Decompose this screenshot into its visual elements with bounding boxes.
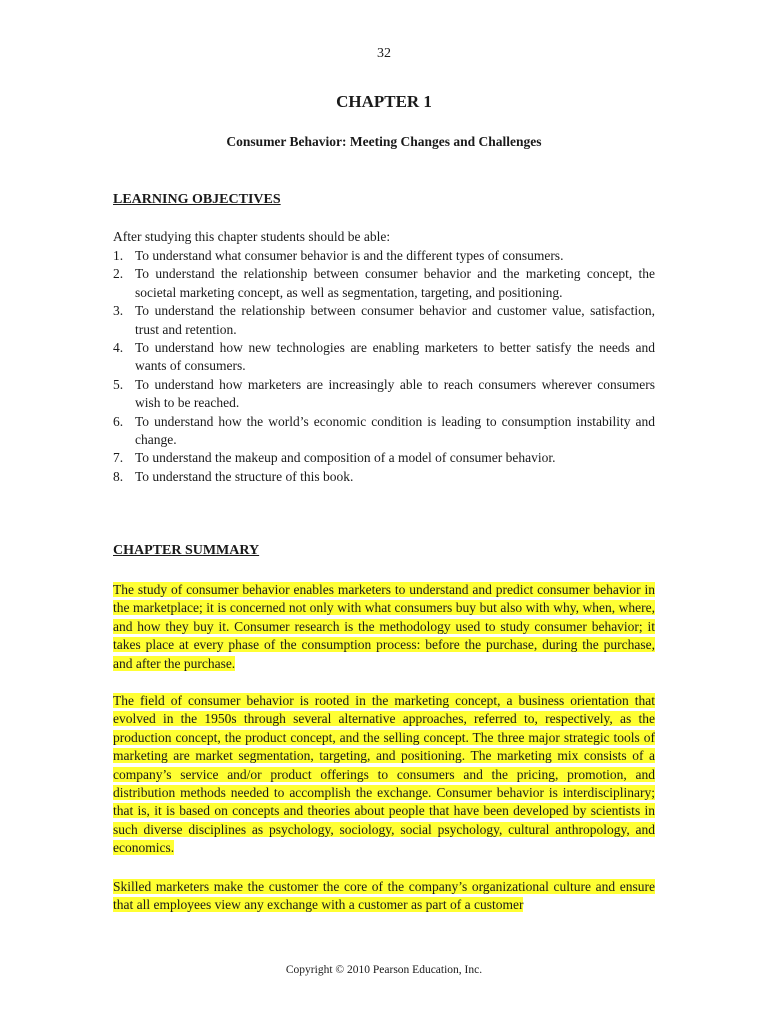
objective-number: 1. bbox=[113, 248, 124, 263]
objective-number: 8. bbox=[113, 468, 124, 484]
objective-number: 4. bbox=[113, 340, 124, 356]
objective-text: To understand how the world’s economic condition is leading to consumption instability and change. bbox=[135, 413, 655, 448]
objective-number: 7. bbox=[113, 450, 124, 466]
objective-text: To understand the structure of this book. bbox=[135, 468, 354, 484]
summary-paragraph bbox=[113, 581, 655, 673]
objective-number: 5. bbox=[113, 376, 124, 392]
list-item bbox=[113, 339, 655, 376]
chapter-summary-heading: CHAPTER SUMMARY bbox=[113, 543, 260, 558]
highlighted-text: The field of consumer behavior is rooted in the marketing concept, a business orientation that evolved in the 1950s through several alternative approaches, referred to, respectively, as the production concept, the product concept, and the selling concept. The three major strategic tools of marketing are market segmentation, targeting, and positioning. The marketing mix consists of a company’s service and/or product offerings to consumers and the pricing, promotion, and distribution methods needed to accomplish the exchange. Consumer behavior is interdisciplinary; that is, it is based on concepts and theories about people that have been developed by scientists in such diverse disciplines as psychology, sociology, social psychology, cultural anthropology, and economics. bbox=[113, 693, 655, 856]
chapter-subtitle: Consumer Behavior: Meeting Changes and Challenges bbox=[226, 134, 542, 149]
objective-number: 2. bbox=[113, 266, 124, 282]
objective-text: To understand what consumer behavior is and the different types of consumers. bbox=[135, 248, 564, 263]
list-item bbox=[113, 265, 655, 302]
page-number: 32 bbox=[377, 46, 391, 61]
list-item bbox=[113, 376, 655, 413]
objective-number: 3. bbox=[113, 303, 124, 319]
learning-objectives-heading: LEARNING OBJECTIVES bbox=[113, 192, 281, 207]
objective-text: To understand the makeup and composition of a model of consumer behavior. bbox=[135, 450, 556, 466]
list-item bbox=[113, 247, 655, 265]
objective-text: To understand the relationship between consumer behavior and customer value, satisfaction, trust and retention. bbox=[135, 303, 655, 337]
highlighted-text: The study of consumer behavior enables marketers to understand and predict consumer behavior in the marketplace; it is concerned not only with what consumers buy but also with why, when, where, and how they buy it. Consumer research is the methodology used to study consumer behavior; it takes place at every phase of the consumption process: before the purchase, during the purchase, and after the purchase. bbox=[113, 582, 655, 671]
objectives-list bbox=[113, 247, 655, 486]
summary-paragraph bbox=[113, 878, 655, 915]
list-item bbox=[113, 449, 655, 467]
copyright-footer: Copyright © 2010 Pearson Education, Inc. bbox=[285, 964, 483, 976]
highlighted-text: Skilled marketers make the customer the core of the company’s organizational culture and ensure that all employees view any exchange with a customer as part of a customer bbox=[113, 879, 655, 913]
list-item bbox=[113, 413, 655, 450]
objective-text: To understand how marketers are increasingly able to reach consumers wherever consumers wish to be reached. bbox=[135, 376, 655, 411]
list-item bbox=[113, 302, 655, 339]
objective-number: 6. bbox=[113, 413, 124, 429]
objective-text: To understand how new technologies are enabling marketers to better satisfy the needs and wants of consumers. bbox=[135, 340, 655, 374]
list-item bbox=[113, 468, 655, 486]
summary-paragraph bbox=[113, 692, 655, 858]
objectives-intro: After studying this chapter students should be able: bbox=[113, 229, 391, 244]
objective-text: To understand the relationship between consumer behavior and the marketing concept, the societal marketing concept, as well as segmentation, targeting, and positioning. bbox=[135, 266, 655, 300]
chapter-title: CHAPTER 1 bbox=[336, 92, 432, 111]
